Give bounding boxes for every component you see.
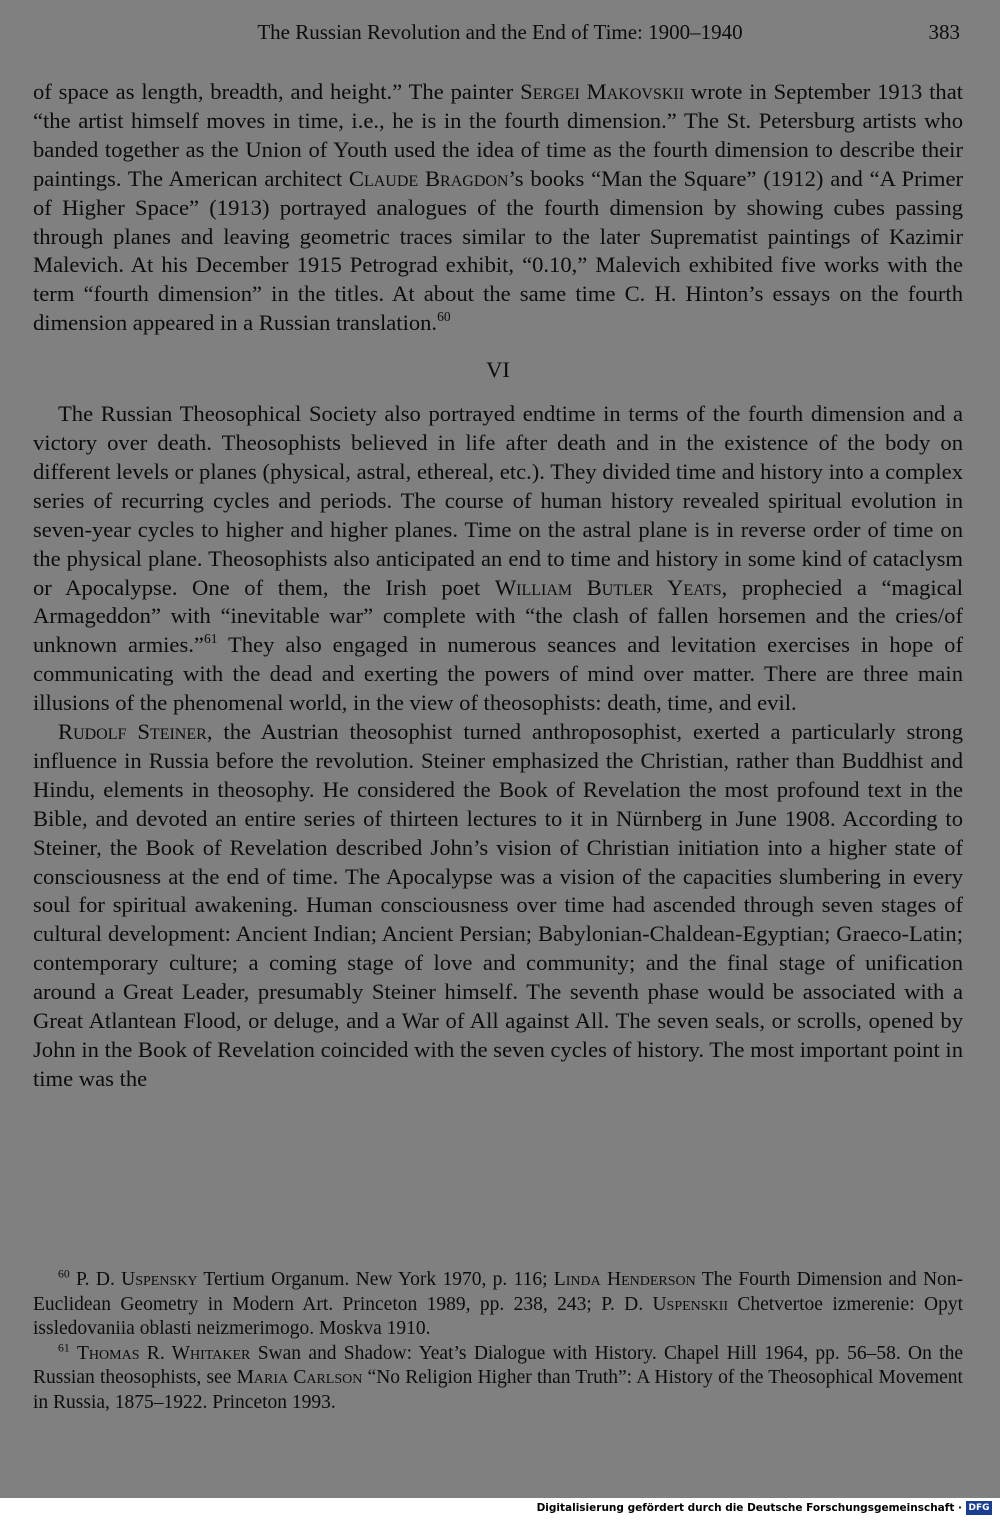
text-run: Tertium Organum. New York 1970, p. 116; [197,1269,554,1290]
text-run: of space as length, breadth, and height.” The painter [33,79,521,104]
section-heading: VI [486,357,510,383]
text-run: “No Religion Higher than Truth”: A History of the Theosophical Movement in Russia, 1875–1922. Princeton 1993. [33,1367,963,1413]
author-name: Thomas R. Whitaker [77,1342,251,1364]
paragraph-2 [33,400,963,718]
text-run: , the Austrian theosophist turned anthroposophist, exerted a particularly strong influence in Russia before the revolution. Steiner emphasized the Christian, rather than Buddhist and Hindu, elements in theosophy. He considered the Book of Revelation the most profound text in the Bible, and devoted an entire series of thirteen lectures to it in Nürnberg in June 1908. According to Steiner, the Book of Revelation described John’s vision of Christian initiation into a higher state of consciousness at the end of time. The Apocalypse was a vision of the capacities slumbering in every soul for spiritual awakening. Human consciousness over time had ascended through seven stages of cultural development: Ancient Indian; Ancient Persian; Babylonian-Chaldean-Egyptian; Graeco-Latin; contemporary culture; a coming stage of love and community; and the final stage of unification around a Great Leader, presumably Steiner himself. The seventh phase would be associated with a Great Atlantean Flood, or deluge, and a War of All against All. The seven seals, or scrolls, opened by John in the Book of Revelation coincided with the seven cycles of history. The most important point in time was the [33,719,963,1091]
body-text [33,78,963,1094]
footnote-60 [33,1268,963,1342]
text-run: The Russian Theosophical Society also portrayed endtime in terms of the fourth dimension and a victory over death. Theosophists believed in life after death and in the existence of the body on different levels or planes (physical, astral, ethereal, etc.). They divided time and history into a complex series of recurring cycles and periods. The course of human history revealed spiritual evolution in seven-year cycles to higher and higher planes. Time on the astral plane is in reverse order of time on the physical plane. Theosophists also anticipated an end to time and history in some kind of cataclysm or Apocalypse. One of them, the Irish poet [33,401,963,600]
page-number: 383 [928,20,960,44]
footnote-ref-60: 60 [437,309,451,325]
text-run: , prophecied a “magical Armageddon” with “inevitable war” complete with “the clash of fallen horsemen and the cries/of unknown armies.” [33,574,963,658]
author-name: Rudolf Steiner [58,719,207,745]
author-name: Claude Bragdon [348,165,509,191]
text-run: Swan and Shadow: Yeat’s Dialogue with History. Chapel Hill 1964, pp. 56–58. On the Russian theosophists, see [33,1342,964,1389]
text-run: wrote in September 1913 that “the artist himself moves in time, i.e., he is in the fourth dimension.” The St. Petersburg artists who banded together as the Union of Youth used the idea of time as the fourth dimension to describe their paintings. The American architect [33,79,964,191]
text-run: They also engaged in numerous seances and levitation exercises in hope of communicating with the dead and exerting the powers of mind over matter. There are three main illusions of the phenomenal world, in the view of theosophists: death, time, and evil. [33,632,963,716]
text-run: Chetvertoe izmerenie: Opyt issledovaniia oblasti neizmerimogo. Moskva 1910. [33,1293,963,1340]
footnotes [33,1268,963,1416]
funding-credit: Digitalisierung gefördert durch die Deutsche Forschungsgemeinschaft · [536,1502,962,1514]
footnote-61 [33,1342,963,1416]
author-name: Maria Carlson [236,1367,363,1389]
paragraph-1 [33,78,963,338]
page-header [0,20,1000,50]
running-head: The Russian Revolution and the End of Time: 1900–1940 [257,20,743,44]
footnote-number: 60 [58,1267,70,1281]
author-name: William Butler Yeats [494,574,722,600]
author-name: P. D. Uspenskii [601,1293,729,1315]
dfg-logo: DFG [966,1501,992,1515]
text-run: The Fourth Dimension and Non-Euclidean Geometry in Modern Art. Princeton 1989, pp. 238, 243; [33,1269,964,1315]
author-name: Linda Henderson [553,1269,696,1290]
text-run: ’s books “Man the Square” (1912) and “A Primer of Higher Space” (1913) portrayed analogues of the fourth dimension by showing cubes passing through planes and leaving geometric traces similar to the later Suprematist paintings of Kazimir Malevich. At his December 1915 Petrograd exhibit, “0.10,” Malevich exhibited five works with the term “fourth dimension” in the titles. At about the same time C. H. Hinton’s essays on the fourth dimension appeared in a Russian translation. [33,165,963,336]
paragraph-3 [33,718,963,1094]
footnote-number: 61 [58,1341,70,1355]
author-name: Sergei Makovskii [520,79,685,104]
digitization-footer [0,1498,1000,1520]
author-name: P. D. Uspensky [76,1269,198,1290]
footnote-ref-61: 61 [203,631,218,647]
